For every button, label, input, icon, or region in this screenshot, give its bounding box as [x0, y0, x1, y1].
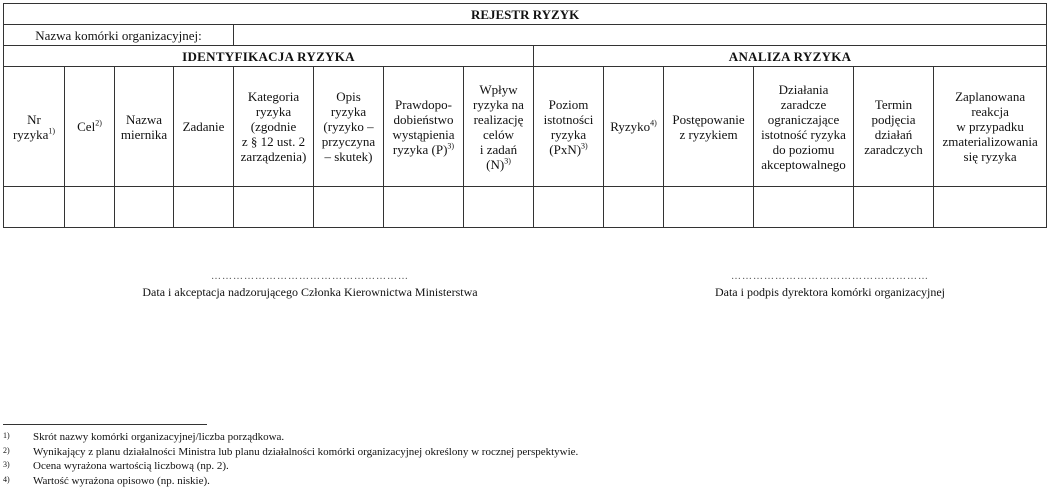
footnote-marker: 3) — [3, 460, 10, 469]
column-header-text: ryzyka na — [473, 96, 524, 112]
column-header-text: (ryzyko – — [323, 119, 374, 134]
column-header-text: Wpływ — [479, 81, 518, 97]
table-cell[interactable] — [854, 187, 934, 228]
footnote-ref: 4) — [650, 118, 657, 128]
table-cell[interactable] — [664, 187, 754, 228]
column-header-text: Zadanie — [182, 119, 225, 134]
column-header — [464, 67, 534, 187]
column-header-text: istotność ryzyka — [761, 126, 846, 142]
column-header — [534, 67, 604, 187]
column-header-text: i zadań — [479, 141, 518, 157]
footnote — [3, 459, 578, 474]
column-header-text: podjęcia — [871, 111, 916, 127]
table-cell[interactable] — [234, 187, 314, 228]
column-header-text: Opis — [336, 89, 361, 104]
column-header-text: (PxN) — [549, 141, 582, 157]
column-header — [854, 67, 934, 187]
column-header-text: ryzyka (P) — [392, 141, 448, 157]
table-cell[interactable] — [174, 187, 234, 228]
column-header-text: zaradczych — [864, 141, 923, 157]
column-header-text: w przypadku — [956, 119, 1024, 134]
table-cell[interactable] — [754, 187, 854, 228]
footnote-ref: 3) — [581, 141, 588, 151]
column-header-text: ryzyka — [330, 104, 367, 119]
column-header-text: wystąpienia — [392, 126, 455, 142]
footnote-ref: 2) — [95, 118, 102, 128]
footnote — [3, 474, 578, 489]
footnote-text: Wynikający z planu działalności Ministra lub planu działalności komórki organizacyjnej określony w rocznej perspektywie. — [33, 445, 579, 458]
column-header-text: Cel — [77, 119, 96, 134]
column-header-text: działań — [874, 126, 913, 142]
column-header-text: ryzyka — [550, 126, 587, 142]
column-header — [314, 67, 384, 187]
column-header-text: Kategoria — [247, 89, 300, 104]
column-header-text: Działania — [778, 81, 829, 97]
column-header-text: akceptowalnego — [761, 156, 846, 172]
column-header-text: Postępowanie — [672, 111, 745, 127]
column-header-text: ryzyka — [12, 126, 49, 142]
table-cell[interactable] — [604, 187, 664, 228]
column-header — [115, 67, 174, 187]
signature-block-director — [660, 270, 1000, 300]
column-header-text: (N) — [486, 156, 505, 172]
column-header-text: Zaplanowana — [955, 89, 1026, 104]
footnote-marker: 4) — [3, 474, 10, 484]
column-header-row — [4, 67, 1047, 187]
footnote-separator — [3, 424, 207, 425]
column-header-text: Nazwa — [125, 111, 163, 127]
column-header — [664, 67, 754, 187]
column-header-text: ograniczające — [767, 111, 840, 127]
column-header — [174, 67, 234, 187]
table-cell[interactable] — [464, 187, 534, 228]
table-cell[interactable] — [65, 187, 115, 228]
column-header-text: Prawdopo- — [394, 96, 453, 112]
column-header-text: Ryzyko — [610, 119, 651, 134]
signature-label: Data i podpis dyrektora komórki organizacyjnej — [714, 285, 946, 299]
table-cell[interactable] — [4, 187, 65, 228]
column-header-text: się ryzyka — [963, 149, 1017, 164]
column-header — [934, 67, 1047, 187]
footnote-marker: 2) — [3, 445, 10, 455]
column-header-text: zmaterializowania — [942, 134, 1038, 149]
column-header-text: ryzyka — [255, 104, 292, 119]
column-header-text: z § 12 ust. 2 — [241, 134, 306, 149]
table-cell[interactable] — [534, 187, 604, 228]
column-header-text: (zgodnie — [250, 119, 297, 134]
column-header — [65, 67, 115, 187]
column-header-text: istotności — [543, 111, 594, 127]
table-cell[interactable] — [934, 187, 1047, 228]
footnote — [3, 445, 578, 460]
column-header-text: zaradcze — [780, 96, 827, 112]
register-title: REJESTR RYZYK — [4, 4, 1047, 25]
column-header — [4, 67, 65, 187]
footnote-text: Ocena wyrażona wartością liczbową (np. 2). — [33, 460, 229, 472]
column-header-text: do poziomu — [772, 141, 835, 157]
footnote-ref: 3) — [504, 156, 511, 166]
unit-name-label: Nazwa komórki organizacyjnej: — [4, 25, 234, 46]
footnotes — [3, 430, 578, 488]
footnote — [3, 430, 578, 445]
section-identification: IDENTYFIKACJA RYZYKA — [4, 46, 534, 67]
risk-register-table — [3, 3, 1047, 228]
table-cell[interactable] — [115, 187, 174, 228]
column-header-text: celów — [482, 126, 515, 142]
column-header-text: miernika — [120, 126, 168, 142]
signature-label: Data i akceptacja nadzorującego Członka Kierownictwa Ministerstwa — [142, 285, 478, 299]
footnote-text: Skrót nazwy komórki organizacyjnej/liczba porządkowa. — [33, 431, 285, 443]
column-header-text: Termin — [874, 96, 913, 112]
column-header-text: Nr — [27, 111, 41, 127]
table-cell[interactable] — [314, 187, 384, 228]
table-row — [4, 187, 1047, 228]
footnote-text: Wartość wyrażona opisowo (np. niskie). — [33, 474, 210, 487]
footnote-marker: 1) — [3, 431, 10, 440]
column-header — [384, 67, 464, 187]
column-header-text: dobieństwo — [393, 111, 454, 127]
column-header — [234, 67, 314, 187]
footnote-ref: 3) — [447, 141, 455, 151]
column-header-text: reakcja — [971, 104, 1009, 119]
column-header-text: – skutek) — [324, 149, 373, 164]
footnote-ref: 1) — [48, 126, 56, 136]
column-header-text: z ryzykiem — [679, 126, 738, 142]
signature-block-supervisor — [90, 270, 530, 300]
column-header — [754, 67, 854, 187]
signature-line: ……………………………………………… — [211, 271, 409, 282]
column-header — [604, 67, 664, 187]
table-cell[interactable] — [384, 187, 464, 228]
unit-name-field[interactable] — [234, 25, 1047, 46]
column-header-text: Poziom — [548, 96, 589, 112]
signature-line: ……………………………………………… — [731, 271, 929, 282]
section-analysis: ANALIZA RYZYKA — [534, 46, 1047, 67]
column-header-text: zarządzenia) — [240, 149, 307, 164]
column-header-text: przyczyna — [321, 134, 376, 149]
column-header-text: realizację — [473, 111, 524, 127]
